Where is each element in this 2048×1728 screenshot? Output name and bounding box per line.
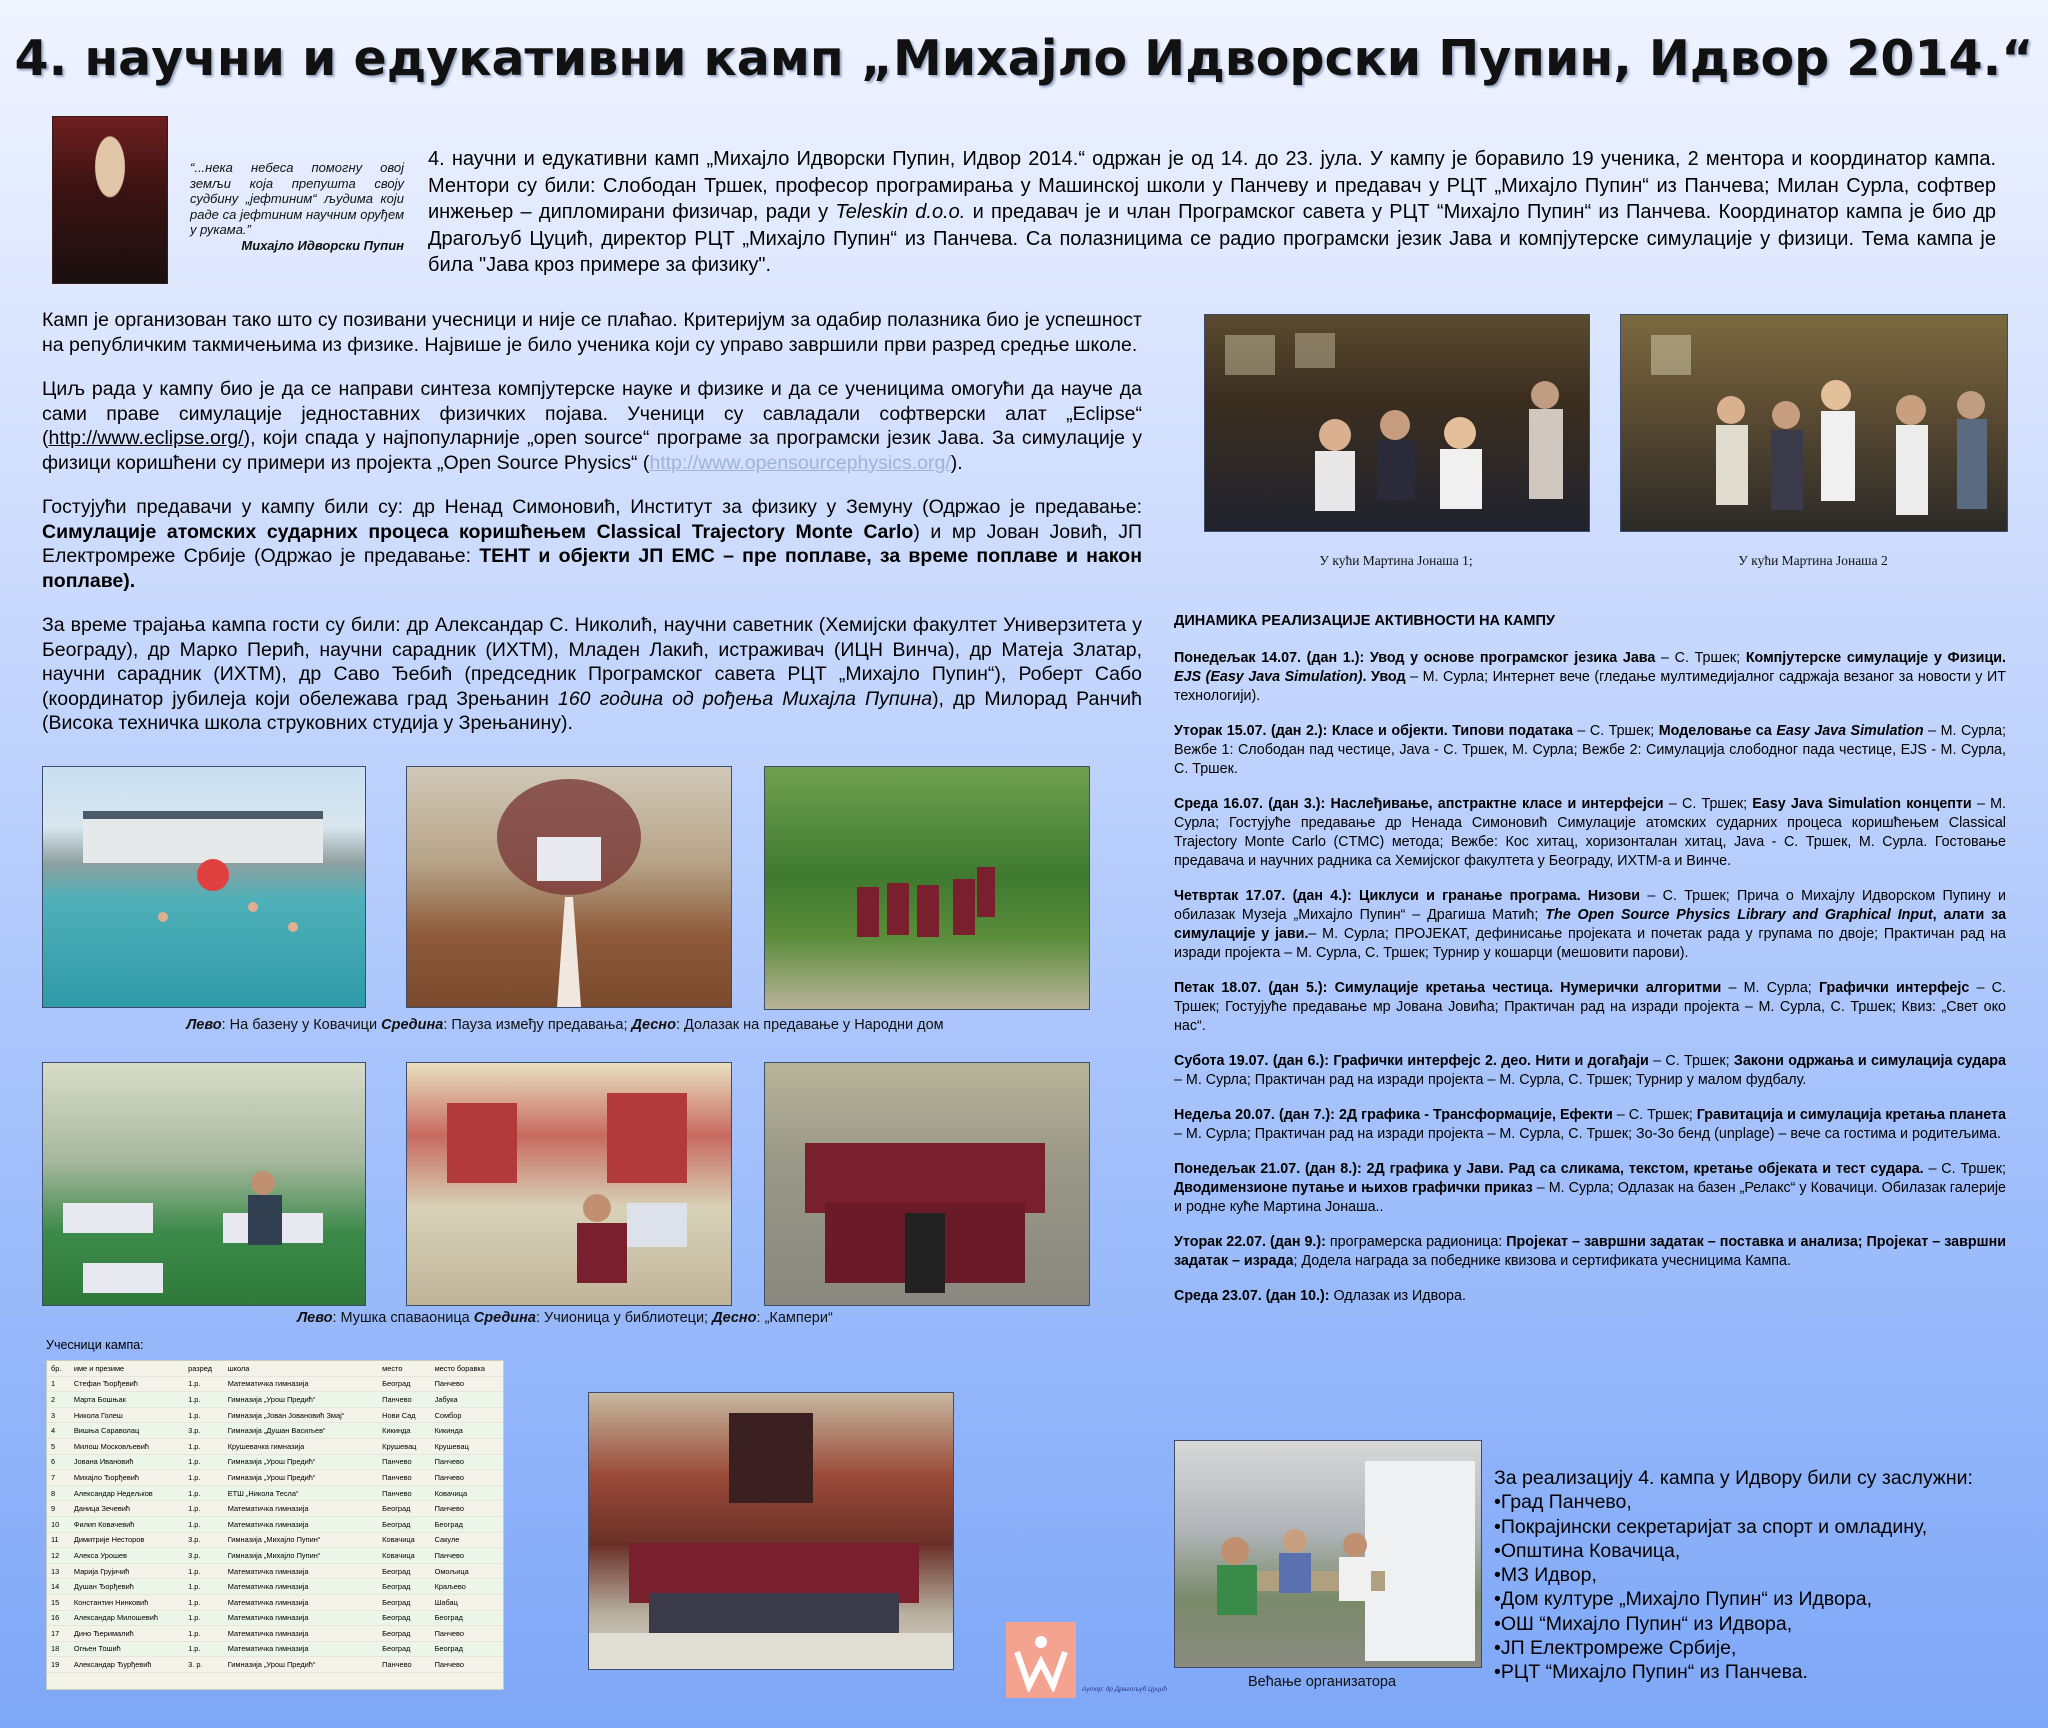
schedule-day-t1: – С. Тршек; xyxy=(1612,1107,1697,1123)
table-cell: 11 xyxy=(47,1532,70,1548)
table-cell: Шабац xyxy=(431,1594,503,1610)
schedule-day-b2: Моделовање са xyxy=(1658,723,1777,739)
table-cell: Милош Московљевић xyxy=(70,1438,184,1454)
schedule-day xyxy=(1174,887,2006,963)
acknowledgements xyxy=(1494,1466,2014,1685)
caption-2-right-text: : „Кампери“ xyxy=(756,1310,833,1326)
table-cell: 1.р. xyxy=(184,1376,224,1392)
table-row xyxy=(47,1376,503,1392)
photo-pool-figures xyxy=(43,767,365,1007)
schedule-day-b1: Петак 18.07. (дан 5.): Симулације кретања честица. Нумерички алгоритми xyxy=(1174,980,1722,996)
table-cell: 3.р. xyxy=(184,1423,224,1439)
table-cell: Панчево xyxy=(431,1548,503,1564)
table-cell: 1.р. xyxy=(184,1579,224,1595)
table-cell: Ковачица xyxy=(378,1548,430,1564)
table-cell: Београд xyxy=(378,1594,430,1610)
table-cell: Београд xyxy=(431,1516,503,1532)
table-cell: Гимназија „Урош Предић“ xyxy=(224,1657,378,1673)
table-cell: Нови Сад xyxy=(378,1407,430,1423)
table-cell: Београд xyxy=(378,1610,430,1626)
table-cell: 19 xyxy=(47,1657,70,1673)
table-cell: Душан Ђорђевић xyxy=(70,1579,184,1595)
table-cell: 1.р. xyxy=(184,1470,224,1486)
schedule-day-b1: Среда 16.07. (дан 3.): Наслеђивање, апстрактне класе и интерфејси xyxy=(1174,796,1664,812)
intro-company: Teleskin d.o.o. xyxy=(835,201,966,223)
table-cell: 1.р. xyxy=(184,1610,224,1626)
table-cell: Београд xyxy=(378,1376,430,1392)
table-cell: Гимназија „Урош Предић“ xyxy=(224,1392,378,1408)
table-cell: Математичка гимназија xyxy=(224,1563,378,1579)
table-cell: 1.р. xyxy=(184,1454,224,1470)
table-row xyxy=(47,1392,503,1408)
table-cell: Краљево xyxy=(431,1579,503,1595)
guests-jubilee: 160 година од рођења Михајла Пупина xyxy=(557,687,933,710)
students-table-header xyxy=(47,1361,503,1376)
page-title: 4. научни и едукативни камп „Михајло Идворски Пупин, Идвор 2014.“ xyxy=(14,30,2034,87)
acknowledgements-heading: За реализацију 4. кампа у Идвору били су заслужни: xyxy=(1494,1467,1973,1489)
students-table-body xyxy=(47,1376,503,1672)
table-row xyxy=(47,1641,503,1657)
intro-text-2: и предавач је и члан Програмског савета у РЦТ “Михајло Пупин“ из Панчева. Координатор кампа је био др Драгољуб Цуцић, директор РЦТ „Михајло Пупин“ из Панчева. Са полазницима се радио програмски језик Јава и компјутерске симулације у физици. Тема кампа је била "Јава кроз примере за физику". xyxy=(428,201,1997,276)
table-cell: Математичка гимназија xyxy=(224,1610,378,1626)
schedule-day-b2: Закони одржања и симулација судара xyxy=(1733,1053,2006,1069)
caption-1-left-label: Лево xyxy=(186,1017,222,1033)
table-cell: 14 xyxy=(47,1579,70,1595)
table-cell: 3.р. xyxy=(184,1548,224,1564)
table-row xyxy=(47,1470,503,1486)
students-table xyxy=(47,1361,503,1673)
schedule-heading: ДИНАМИКА РЕАЛИЗАЦИЈЕ АКТИВНОСТИ НА КАМПУ xyxy=(1174,613,1555,629)
schedule-day-b3: , алати за симулације у јави. xyxy=(1174,907,2007,942)
table-cell: 1.р. xyxy=(184,1501,224,1517)
lecture-title-1: Симулације атомских сударних процеса коришћењем Classical Trajectory Monte Carlo xyxy=(42,520,914,543)
acknowledgement-item: •Општина Ковачица, xyxy=(1494,1539,1681,1562)
schedule-day xyxy=(1174,722,2006,779)
acknowledgement-item: •РЦТ “Михајло Пупин“ из Панчева. xyxy=(1494,1661,1808,1684)
table-row xyxy=(47,1532,503,1548)
paragraph-guests xyxy=(42,613,1142,736)
paragraph-guest-lecturers xyxy=(42,495,1142,593)
photo-boys-dormitory xyxy=(42,1062,366,1306)
schedule-day-b1: Понедељак 14.07. (дан 1.): Увод у основе програмског језика Јава xyxy=(1174,650,1656,666)
schedule-day-t1: Одлазак из Идвора. xyxy=(1329,1288,1466,1304)
schedule-day xyxy=(1174,1052,2006,1090)
schedule-day xyxy=(1174,1106,2006,1144)
table-cell: Омољица xyxy=(431,1563,503,1579)
schedule-day-b2: Компјутерске симулације у Физици. xyxy=(1745,650,2006,666)
table-cell: 12 xyxy=(47,1548,70,1564)
table-cell: 10 xyxy=(47,1516,70,1532)
table-cell: Јабука xyxy=(431,1392,503,1408)
table-cell: Гимназија „Душан Васиљев“ xyxy=(224,1423,378,1439)
schedule-day-bi: The Open Source Physics Library and Graphical Input xyxy=(1545,907,1933,923)
eclipse-link[interactable]: http://www.eclipse.org/ xyxy=(48,427,244,449)
schedule-day-b1: Уторак 22.07. (дан 9.): xyxy=(1174,1234,1326,1250)
table-cell: 9 xyxy=(47,1501,70,1517)
schedule-days xyxy=(1174,649,2006,1306)
caption-1-right-text: : Долазак на предавање у Народни дом xyxy=(675,1017,944,1033)
table-cell: Крушевац xyxy=(431,1438,503,1454)
table-cell: Крушевац xyxy=(378,1438,430,1454)
schedule-day xyxy=(1174,979,2006,1036)
table-cell: 6 xyxy=(47,1454,70,1470)
table-cell: 3 xyxy=(47,1407,70,1423)
table-cell: 7 xyxy=(47,1470,70,1486)
table-cell: Панчево xyxy=(431,1501,503,1517)
schedule-day-t2: – М. Сурла; Гостујуће предавање др Ненада Симоновић Симулације атомских сударних процеса коришћењем Classical Trajectory Monte Carlo (CTMC) метода; Вежбе: Кос хитац, хоризонталан хитац, Java - С. Тршек, М. Сурла. Гостовање предавача и научних радника са Хемијског факултета у Београду, ИХТМ-а и Винче. xyxy=(1174,796,2006,869)
schedule-day-b2: Дводимензионе путање и њихов графички приказ xyxy=(1174,1180,1533,1196)
table-row xyxy=(47,1594,503,1610)
photo-lecture-hall-details xyxy=(407,767,731,1007)
schedule-day-t1: – С. Тршек; xyxy=(1923,1161,2006,1177)
table-row xyxy=(47,1657,503,1673)
caption-2-left-label: Лево xyxy=(297,1310,333,1326)
schedule-day-t2: – М. Сурла; Интернет вече (гледање мултимедијалног садржаја везаног за новости у ИТ технологији). xyxy=(1174,669,2006,704)
table-cell: 1.р. xyxy=(184,1563,224,1579)
table-cell: Панчево xyxy=(378,1454,430,1470)
table-cell: Математичка гимназија xyxy=(224,1641,378,1657)
intro-text-1: 4. научни и едукативни камп „Михајло Идворски Пупин, Идвор 2014.“ одржан је од 14. до 23. јула. У кампу је боравило 19 ученика, 2 ментора и координатор кампа. Ментори су били: Слободан Тршек, професор програмирања у Машинској школи у Панчеву и предавач у РЦТ „Михајло Пупин“ из Панчева; Милан Сурла, софтвер инжењер – дипломирани физичар, ради у xyxy=(428,148,1996,223)
guests-text-a: За време трајања кампа гости су били: др Александар С. Николић, научни саветник (Хемијски факултет Универзитета у Београду), др Марко Перић, научни сарадник (ИХТМ), Младен Лакић, истраживач (ИЦН Винча), др Матеја Златар, научни сарадник (ИХТМ), др Саво Ђебић (председник Програмског савета РЦТ „Михајло Пупин“), Роберт Сабо (координатор јубилеја који обележава град Зрењанин xyxy=(42,614,1142,710)
schedule-day-b3: . Увод xyxy=(1362,669,1406,685)
photo-jonas-house-1 xyxy=(1204,314,1590,532)
schedule-day-t2: – М. Сурла; ПРОЈЕКАТ, дефинисање пројеката и почетак рада у групама по двоје; Практичан рад на изради пројекта – М. Сурла, С. Тршек; Турнир у кошарци (мешовити парови). xyxy=(1174,926,2006,961)
table-row xyxy=(47,1485,503,1501)
table-cell: Ковачица xyxy=(378,1532,430,1548)
table-cell: 3. р. xyxy=(184,1657,224,1673)
students-label: Учесници кампа: xyxy=(46,1338,144,1352)
schedule-day xyxy=(1174,1233,2006,1271)
caption-organizers: Већање организатора xyxy=(1247,1674,1397,1690)
schedule-day-b3: ; Пројекат – завршни задатак – израда xyxy=(1174,1234,2006,1269)
schedule-day-b1: Субота 19.07. (дан 6.): Графички интерфејс 2. део. Нити и догађаји xyxy=(1174,1053,1649,1069)
table-cell: Константин Нинковић xyxy=(70,1594,184,1610)
table-cell: Стефан Ђорђевић xyxy=(70,1376,184,1392)
lecturers-text-a: Гостујући предавачи у кампу били су: др Ненад Симоновић, Институт за физику у Земуну (Одржао је предавање: xyxy=(42,496,1142,518)
table-row xyxy=(47,1548,503,1564)
table-cell: Математичка гимназија xyxy=(224,1626,378,1642)
table-row xyxy=(47,1516,503,1532)
table-cell: Даница Зечевић xyxy=(70,1501,184,1517)
table-cell: 3.р. xyxy=(184,1532,224,1548)
table-cell: 17 xyxy=(47,1626,70,1642)
table-row xyxy=(47,1626,503,1642)
table-cell: Београд xyxy=(378,1626,430,1642)
table-cell: Математичка гимназија xyxy=(224,1516,378,1532)
schedule-day-t1: програмерска радионица: xyxy=(1325,1234,1507,1250)
schedule-day-b2: Графички интерфејс xyxy=(1819,980,1970,996)
table-cell: Дино Ђерималић xyxy=(70,1626,184,1642)
table-cell: 1.р. xyxy=(184,1516,224,1532)
photo-lecture-hall xyxy=(406,766,732,1008)
table-row xyxy=(47,1501,503,1517)
table-cell: Марта Бошњак xyxy=(70,1392,184,1408)
table-cell: Београд xyxy=(378,1516,430,1532)
table-cell: Гимназија „Урош Предић“ xyxy=(224,1470,378,1486)
table-cell: 1.р. xyxy=(184,1594,224,1610)
lecturers-text-c: ) и мр Јован Јовић, ЈП Електромреже Србије (Одржао је предавање: xyxy=(42,520,1143,567)
schedule-day-t1: – С. Тршек; xyxy=(1648,1053,1734,1069)
pupin-portrait-image xyxy=(52,116,168,284)
table-cell: Крушевачка гимназија xyxy=(224,1438,378,1454)
caption-photo-row-2 xyxy=(42,1310,1088,1326)
acknowledgements-list xyxy=(1494,1490,2014,1684)
students-header-cell: разред xyxy=(184,1361,224,1376)
table-cell: 1 xyxy=(47,1376,70,1392)
photo-jonas-house-2-figures xyxy=(1621,315,2007,531)
table-cell: Гимназија „Урош Предић“ xyxy=(224,1454,378,1470)
table-cell: Београд xyxy=(431,1610,503,1626)
table-row xyxy=(47,1438,503,1454)
schedule-day-t2: – С. Тршек; Гостујуће предавање мр Јована Јовића; Практичан рад на изради пројекта – М. Сурла, С. Тршек; Квиз: „Свет око нас“. xyxy=(1174,980,2006,1034)
table-cell: Филип Ковачевић xyxy=(70,1516,184,1532)
caption-1-right-label: Десно xyxy=(631,1017,676,1033)
table-cell: 1.р. xyxy=(184,1485,224,1501)
schedule-day-b2: Пројекат – завршни задатак – поставка и анализа xyxy=(1506,1234,1858,1250)
camp-logo-shape xyxy=(1011,1628,1071,1692)
schedule-day-t2: – М. Сурла; Одлазак на базен „Релакс“ у Ковачици. Обилазак галерије и родне куће Мартина Јонаша.. xyxy=(1174,1180,2007,1215)
table-cell: 8 xyxy=(47,1485,70,1501)
table-cell: Математичка гимназија xyxy=(224,1501,378,1517)
table-cell: 4 xyxy=(47,1423,70,1439)
caption-1-middle-label: Средина xyxy=(381,1017,444,1033)
students-header-cell: име и презиме xyxy=(70,1361,184,1376)
photo-organizers-figures xyxy=(1175,1441,1481,1667)
table-cell: Сакуле xyxy=(431,1532,503,1548)
acknowledgement-item: •Покрајински секретаријат за спорт и омладину, xyxy=(1494,1515,1928,1538)
schedule-day xyxy=(1174,1160,2006,1217)
table-cell: Математичка гимназија xyxy=(224,1594,378,1610)
photo-group-building xyxy=(588,1392,954,1670)
table-cell: Математичка гимназија xyxy=(224,1579,378,1595)
caption-2-right-label: Десно xyxy=(712,1310,757,1326)
students-table-container xyxy=(46,1360,504,1690)
schedule-day-t2: – М. Сурла; Вежбе 1: Слободан пад честице, Java - С. Тршек, М. Сурла; Вежбе 2: Симулација слободног пада честице, EJS - М. Сурла, С. Тршек. xyxy=(1174,723,2007,777)
pupin-quote xyxy=(190,160,404,253)
table-cell: Димитрије Несторов xyxy=(70,1532,184,1548)
table-cell: Панчево xyxy=(431,1376,503,1392)
caption-jonas-house-1: У кући Мартина Јонаша 1; xyxy=(1319,553,1473,568)
table-cell: Михајло Ђорђевић xyxy=(70,1470,184,1486)
photo-arrival-narodni-dom xyxy=(764,766,1090,1010)
table-cell: Огњен Тошић xyxy=(70,1641,184,1657)
photo-arrival-figures xyxy=(765,767,1089,1009)
goal-text-c: ). xyxy=(950,451,963,474)
table-cell: Београд xyxy=(378,1563,430,1579)
students-header-cell: школа xyxy=(224,1361,378,1376)
schedule-day-t2: – М. Сурла; Практичан рад на изради пројекта – М. Сурла, С. Тршек; Турнир у малом фудбалу. xyxy=(1174,1072,1807,1088)
camp-logo-image xyxy=(1006,1622,1076,1698)
schedule-day-b1: Уторак 15.07. (дан 2.): Класе и објекти. Типови података xyxy=(1174,723,1573,739)
photo-dormitory-details xyxy=(43,1063,365,1305)
table-cell: Панчево xyxy=(431,1657,503,1673)
paragraph-camp-goal xyxy=(42,377,1142,475)
table-row xyxy=(47,1563,503,1579)
table-cell: Гимназија „Михајло Пупин“ xyxy=(224,1548,378,1564)
caption-photo-row-1 xyxy=(42,1017,1088,1033)
table-cell: Београд xyxy=(378,1641,430,1657)
table-cell: 1.р. xyxy=(184,1626,224,1642)
acknowledgement-item: •ЈП Електромреже Србије, xyxy=(1494,1637,1737,1660)
caption-2-middle-text: : Учионица у библиотеци; xyxy=(535,1310,713,1326)
schedule-day xyxy=(1174,795,2006,871)
table-cell: Јована Ивановић xyxy=(70,1454,184,1470)
lecture-title-2: ТЕНТ и објекти ЈП ЕМС – пре поплаве, за време поплаве и након поплаве). xyxy=(42,545,1142,592)
table-row xyxy=(47,1423,503,1439)
schedule-day-t1: – С. Тршек; xyxy=(1663,796,1753,812)
schedule-day-bi: Easy Java Simulation xyxy=(1776,723,1924,739)
paragraph-camp-organization: Камп је организован тако што су позивани учесници и није се плаћао. Критеријум за одабир полазника био је успешност на републичким такмичењима из физике. Највише је било ученика који су управо завршили први разред средње школе. xyxy=(42,309,1142,356)
table-cell: Панчево xyxy=(378,1392,430,1408)
author-note: Аутор: др Драгољуб Цуцић xyxy=(1082,1686,1167,1693)
schedule-day xyxy=(1174,649,2006,706)
table-cell: 18 xyxy=(47,1641,70,1657)
table-cell: 13 xyxy=(47,1563,70,1579)
table-cell: Александар Милошевић xyxy=(70,1610,184,1626)
table-cell: Александар Недељков xyxy=(70,1485,184,1501)
quote-text: “...нека небеса помогну овој земљи која препушта своју судбину „јефтиним“ људима који раде са јефтиним научним оруђем у рукама.” xyxy=(190,160,404,237)
intro-paragraph xyxy=(428,146,1996,279)
table-cell: 1.р. xyxy=(184,1641,224,1657)
schedule-day-b1: Среда 23.07. (дан 10.): xyxy=(1174,1288,1330,1304)
table-cell: Панчево xyxy=(431,1626,503,1642)
photo-library-details xyxy=(407,1063,731,1305)
photo-organizers-meeting xyxy=(1174,1440,1482,1668)
table-cell: 1.р. xyxy=(184,1407,224,1423)
schedule-day-t1: – С. Тршек; Прича о Михајлу Идворском Пупину и обилазак Музеја „Михајло Пупин“ – Драгиша Матић; xyxy=(1174,888,2007,923)
table-row xyxy=(47,1454,503,1470)
table-cell: 15 xyxy=(47,1594,70,1610)
table-cell: Кикинда xyxy=(431,1423,503,1439)
goal-text-b: ), који спада у најпопуларније „open source“ програме за програмски језик Јава. За симулације у физици коришћени су примери из пројекта „Open Source Physics“ ( xyxy=(42,427,1142,474)
table-cell: Панчево xyxy=(431,1454,503,1470)
acknowledgement-item: •МЗ Идвор, xyxy=(1494,1564,1597,1587)
schedule-day-bi: EJS (Easy Java Simulation) xyxy=(1174,669,1363,685)
table-row xyxy=(47,1407,503,1423)
schedule-day-b2: Easy Java Simulation концепти xyxy=(1752,796,1972,812)
schedule-day-b1: Понедељак 21.07. (дан 8.): 2Д графика у Јави. Рад са сликама, текстом, кретање објеката и тест судара. xyxy=(1174,1161,1924,1177)
table-cell: Марија Грујичић xyxy=(70,1563,184,1579)
photo-jonas-house-1-figures xyxy=(1205,315,1589,531)
table-cell: Вишња Сараволац xyxy=(70,1423,184,1439)
schedule-day-t1: – М. Сурла; xyxy=(1721,980,1819,996)
table-cell: 16 xyxy=(47,1610,70,1626)
table-cell: 5 xyxy=(47,1438,70,1454)
schedule-day-b1: Недеља 20.07. (дан 7.): 2Д графика - Трансформације, Ефекти xyxy=(1174,1107,1613,1123)
table-cell: Панчево xyxy=(431,1470,503,1486)
schedule-day-t2: ; Додела награда за победнике квизова и сертификата учесницима Кампа. xyxy=(1293,1253,1791,1269)
table-cell: Алекса Урошев xyxy=(70,1548,184,1564)
photo-campers-group xyxy=(764,1062,1090,1306)
table-cell: Панчево xyxy=(378,1657,430,1673)
table-cell: Гимназија „Михајло Пупин“ xyxy=(224,1532,378,1548)
left-column-text xyxy=(42,308,1142,756)
caption-2-middle-label: Средина xyxy=(473,1310,536,1326)
table-cell: Ковачица xyxy=(431,1485,503,1501)
photo-campers-figures xyxy=(765,1063,1089,1305)
table-cell: Сомбор xyxy=(431,1407,503,1423)
table-row xyxy=(47,1610,503,1626)
photo-library-classroom xyxy=(406,1062,732,1306)
acknowledgement-item: •Град Панчево, xyxy=(1494,1491,1632,1514)
table-cell: Кикинда xyxy=(378,1423,430,1439)
table-cell: Београд xyxy=(378,1579,430,1595)
schedule-day-b1: Четвртак 17.07. (дан 4.): Циклуси и гранање програма. Низови xyxy=(1174,888,1641,904)
schedule-day-b2: Гравитација и симулација кретања планета xyxy=(1696,1107,2006,1123)
photo-group-figures xyxy=(589,1393,953,1669)
table-cell: Гимназија „Јован Јовановић Змај“ xyxy=(224,1407,378,1423)
students-header-cell: место боравка xyxy=(431,1361,503,1376)
table-row xyxy=(47,1579,503,1595)
guests-text-c: ), др Милорад Ранчић (Висока техничка школа струковних студија у Зрењанину). xyxy=(42,687,1142,734)
opensourcephysics-link[interactable]: http://www.opensourcephysics.org/ xyxy=(649,451,951,474)
caption-2-left-text: : Мушка спаваоница xyxy=(332,1310,474,1326)
photo-jonas-house-2 xyxy=(1620,314,2008,532)
caption-1-left-text: : На базену у Ковачици xyxy=(221,1017,382,1033)
quote-author: Михајло Идворски Пупин xyxy=(241,237,404,253)
schedule-section xyxy=(1174,612,2006,1322)
schedule-day xyxy=(1174,1287,2006,1306)
table-cell: Александар Ђурђевић xyxy=(70,1657,184,1673)
table-cell: Математичка гимназија xyxy=(224,1376,378,1392)
caption-1-middle-text: : Пауза између предавања; xyxy=(443,1017,632,1033)
table-cell: 1.р. xyxy=(184,1392,224,1408)
table-cell: Панчево xyxy=(378,1485,430,1501)
schedule-day-t2: – М. Сурла; Практичан рад на изради пројекта – М. Сурла, С. Тршек; Зо-Зо бенд (unplage) – вече са гостима и родитељима. xyxy=(1174,1126,2001,1142)
table-cell: Београд xyxy=(378,1501,430,1517)
students-header-cell: место xyxy=(378,1361,430,1376)
schedule-day-t1: – С. Тршек; xyxy=(1655,650,1746,666)
caption-jonas-house-2: У кући Мартина Јонаша 2 xyxy=(1738,553,1888,568)
table-cell: ЕТШ „Никола Тесла“ xyxy=(224,1485,378,1501)
acknowledgement-item: •ОШ “Михајло Пупин“ из Идвора, xyxy=(1494,1612,1793,1635)
table-cell: 2 xyxy=(47,1392,70,1408)
students-header-cell: бр. xyxy=(47,1361,70,1376)
table-cell: Београд xyxy=(431,1641,503,1657)
table-cell: Никола Голеш xyxy=(70,1407,184,1423)
table-cell: Панчево xyxy=(378,1470,430,1486)
photo-pool-kovacica xyxy=(42,766,366,1008)
table-cell: 1.р. xyxy=(184,1438,224,1454)
schedule-day-t1: – С. Тршек; xyxy=(1572,723,1659,739)
acknowledgement-item: •Дом културе „Михајло Пупин“ из Идвора, xyxy=(1494,1588,1872,1611)
goal-text-a: Циљ рада у кампу био је да се направи синтеза компјутерске науке и физике и да се ученицима омогући да науче да сами праве симулације једноставних физичких појава. Ученици су савладали софтверски алат „Eclipse“ ( xyxy=(42,378,1142,449)
